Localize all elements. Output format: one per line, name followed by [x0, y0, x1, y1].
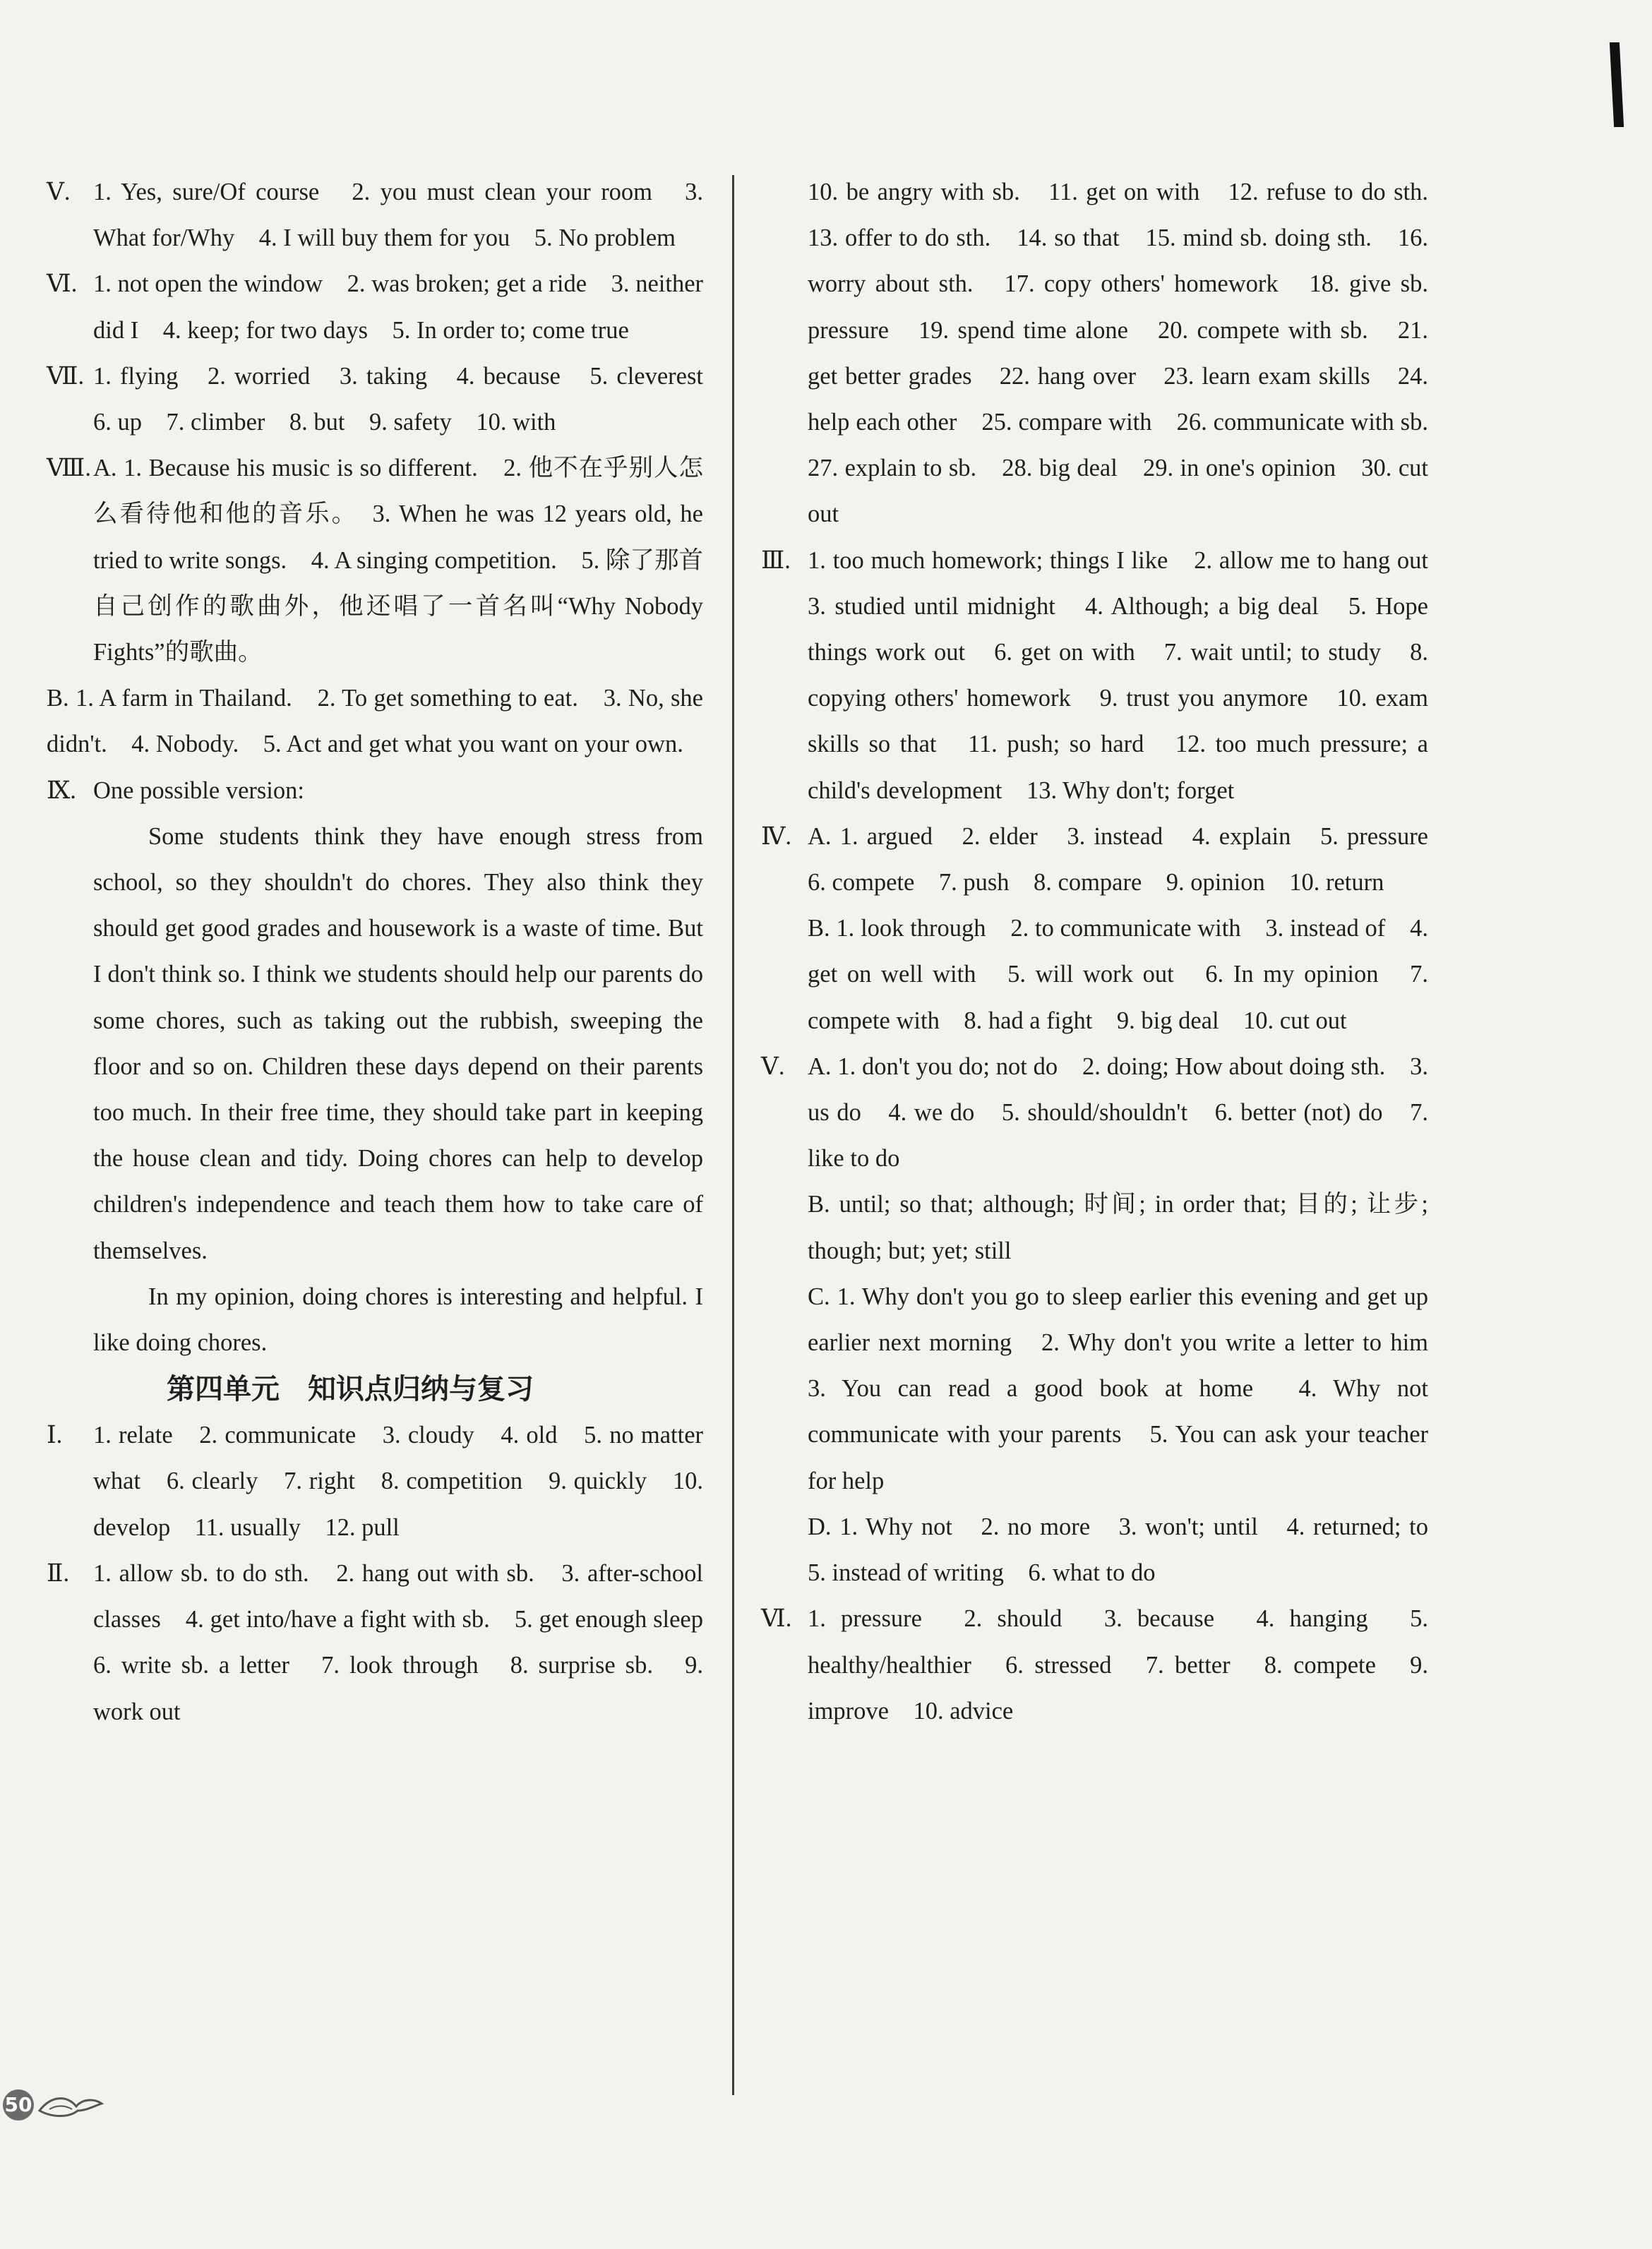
essay-paragraph: In my opinion, doing chores is interesting and helpful. I like doing chores. [93, 1283, 703, 1357]
answer-section-8a [47, 445, 703, 676]
column-divider [732, 175, 734, 2095]
section-mark: Ⅴ. [761, 1052, 785, 1080]
section-mark: Ⅱ. [47, 1559, 70, 1587]
section-mark: Ⅲ. [761, 546, 791, 574]
answer-section-2 [47, 1551, 728, 1735]
answer-text: B. 1. A farm in Thailand. 2. To get something to eat. 3. No, she didn't. 4. Nobody. 5. Act and get what you want on your own. [47, 685, 703, 758]
answer-text: B. until; so that; although; 时间; in order that; 目的; 让步; though; but; yet; still [808, 1191, 1428, 1264]
answer-text: 1. not open the window 2. was broken; get a ride 3. neither did I 4. keep; for two days 5. In order to; come true [93, 270, 703, 344]
answer-text: A. 1. don't you do; not do 2. doing; How about doing sth. 3. us do 4. we do 5. should/shouldn't 6. better (not) do 7. like to do [808, 1052, 1428, 1173]
section-mark: Ⅸ. [47, 776, 76, 804]
answer-section-6-unit4 [761, 1596, 1428, 1734]
answer-section-6 [47, 261, 703, 353]
answer-section-1 [47, 1413, 703, 1551]
section-mark: Ⅶ. [47, 362, 85, 390]
answer-text: 1. too much homework; things I like 2. allow me to hang out 3. studied until midnight 4. Although; a big deal 5. Hope things work out 6. get on with 7. wait until; to study 8. copying others' homework 9. trust you anymore 10. exam skills so that 11. push; so hard 12. too much pressure; a child's development 13. Why don't; forget [808, 546, 1453, 804]
essay-paragraph: Some students think they have enough stress from school, so they shouldn't do chores. They also think they should get good grades and housework is a waste of time. But I don't think so. I think we students should help our parents do some chores, such as taking out the rubbish, sweeping the floor and so on. Children these days depend on their parents too much. In their free time, they should take part in keeping the house clean and tidy. Doing chores can help to develop children's independence and teach them how to take care of themselves. [93, 822, 703, 1264]
answer-text: A. 1. Because his music is so different. 2. 他不在乎别人怎么看待他和他的音乐。 3. When he was 12 years old, he tried to write songs. 4. A singing competition. 5. 除了那首自己创作的歌曲外，他还唱了一首名叫“Why Nobody Fights”的歌曲。 [93, 455, 703, 666]
section-heading: 第四单元 知识点归纳与复习 [167, 1373, 534, 1406]
answer-section-3 [761, 538, 1453, 814]
page-edge-mark [1610, 42, 1624, 127]
section-mark: Ⅴ. [47, 179, 71, 205]
section-mark: Ⅷ. [47, 455, 91, 482]
answer-text: D. 1. Why not 2. no more 3. won't; until 4. returned; to 5. instead of writing 6. what to do [808, 1513, 1453, 1587]
answer-text: 10. be angry with sb. 11. get on with 12. refuse to do sth. 13. offer to do sth. 14. so that 15. mind sb. doing sth. 16. worry about sth. 17. copy others' homework 18. give sb. pressure 19. spend time alone 20. compete with sb. 21. get better grades 22. hang over 23. learn exam skills 24. help each other 25. compare with 26. communicate with sb. 27. explain to sb. 28. big deal 29. in one's opinion 30. cut out [808, 179, 1453, 528]
answer-text: One possible version: [93, 776, 304, 804]
answer-section-5-unit4 [761, 1044, 1453, 1596]
answer-text: 1. relate 2. communicate 3. cloudy 4. old 5. no matter what 6. clearly 7. right 8. competition 9. quickly 10. develop 11. usually 12. pull [93, 1422, 703, 1541]
answer-section-7 [47, 354, 728, 445]
answer-text: 1. flying 2. worried 3. taking 4. because 5. cleverest 6. up 7. climber 8. but 9. safety 10. with [93, 362, 728, 436]
answer-section-9 [47, 768, 703, 1367]
answer-section-4 [761, 814, 1453, 1044]
page-number: 50 [3, 2089, 34, 2121]
section-mark: Ⅵ. [761, 1605, 792, 1633]
answer-text: 1. pressure 2. should 3. because 4. hanging 5. healthy/healthier 6. stressed 7. better 8. compete 9. improve 10. advice [808, 1605, 1428, 1725]
section-mark: Ⅰ. [47, 1422, 63, 1449]
answer-text: B. 1. look through 2. to communicate with 3. instead of 4. get on well with 5. will work out 6. In my opinion 7. compete with 8. had a fight 9. big deal 10. cut out [808, 915, 1428, 1034]
section-mark: Ⅵ. [47, 270, 78, 298]
right-column [761, 169, 1453, 1734]
answer-section-2-continued [761, 169, 1453, 538]
answer-section-5 [47, 169, 703, 261]
answer-text: 1. Yes, sure/Of course 2. you must clean your room 3. What for/Why 4. I will buy them for you 5. No problem [93, 179, 703, 252]
section-mark: Ⅳ. [761, 822, 792, 850]
answer-section-8b [47, 676, 703, 767]
answer-text: C. 1. Why don't you go to sleep earlier this evening and get up earlier next morning 2. Why don't you write a letter to him 3. You can read a good book at home 4. Why not communicate with your parents 5. You can ask your teacher for help [808, 1283, 1453, 1494]
left-column [47, 169, 728, 1735]
answer-text: A. 1. argued 2. elder 3. instead 4. explain 5. pressure 6. compete 7. push 8. compare 9. opinion 10. return [808, 822, 1453, 896]
answer-text: 1. allow sb. to do sth. 2. hang out with sb. 3. after-school classes 4. get into/have a fight with sb. 5. get enough sleep 6. write sb. a letter 7. look through 8. surprise sb. 9. work out [93, 1559, 728, 1725]
leaf-ornament-icon [37, 2089, 104, 2121]
